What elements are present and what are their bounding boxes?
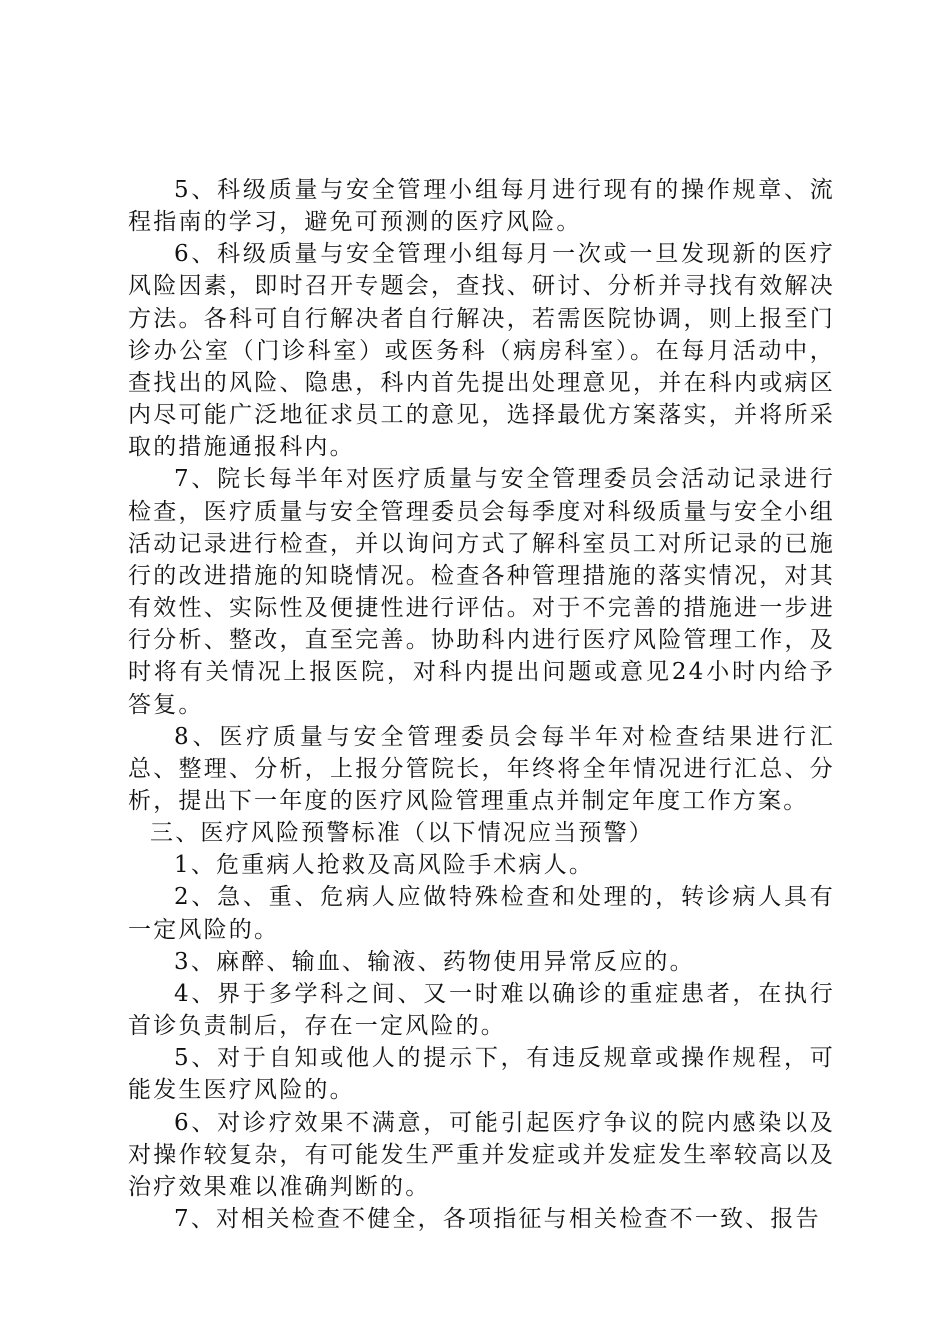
document-body [128,174,835,1235]
warning-item-1: 1、危重病人抢救及高风险手术病人。 [174,852,595,879]
warning-item-5: 5、对于自知或他人的提示下，有违反规章或操作规程，可能发生医疗风险的。 [128,1045,835,1104]
warning-item-3: 3、麻醉、输血、输液、药物使用异常反应的。 [174,948,695,975]
paragraph-item-6-risk-meeting: 6、科级质量与安全管理小组每月一次或一旦发现新的医疗风险因素，即时召开专题会，查找、研讨、分析并寻找有效解决方法。各科可自行解决者自行解决，若需医院协调，则上报至门诊办公室（门诊科室）或医务科（病房科室）。在每月活动中，查找出的风险、隐患，科内首先提出处理意见，并在科内或病区内尽可能广泛地征求员工的意见，选择最优方案落实，并将所采取的措施通报科内。 [128,241,835,461]
paragraph-item-8-summary: 8、医疗质量与安全管理委员会每半年对检查结果进行汇总、整理、分析，上报分管院长，年终将全年情况进行汇总、分析，提出下一年度的医疗风险管理重点并制定年度工作方案。 [128,723,835,814]
warning-item-2: 2、急、重、危病人应做特殊检查和处理的，转诊病人具有一定风险的。 [128,884,835,943]
paragraph-item-5-study: 5、科级质量与安全管理小组每月进行现有的操作规章、流程指南的学习，避免可预测的医疗风险。 [128,177,835,236]
warning-item-4: 4、界于多学科之间、又一时难以确诊的重症患者，在执行首诊负责制后，存在一定风险的。 [128,980,835,1040]
section-heading-risk-warning: 三、医疗风险预警标准（以下情况应当预警） [150,820,654,847]
paragraph-item-7-inspection: 7、院长每半年对医疗质量与安全管理委员会活动记录进行检查，医疗质量与安全管理委员会每季度对科级质量与安全小组活动记录进行检查，并以询问方式了解科室员工对所记录的已施行的改进措施的知晓情况。检查各种管理措施的落实情况，对其有效性、实际性及便捷性进行评估。对于不完善的措施进一步进行分析、整改，直至完善。协助科内进行医疗风险管理工作，及时将有关情况上报医院，对科内提出问题或意见24小时内给予答复。 [128,466,835,718]
warning-item-7: 7、对相关检查不健全，各项指征与相关检查不一致、报告 [174,1206,821,1232]
warning-item-6: 6、对诊疗效果不满意，可能引起医疗争议的院内感染以及对操作较复杂，有可能发生严重并发症或并发症发生率较高以及治疗效果难以准确判断的。 [128,1109,835,1200]
